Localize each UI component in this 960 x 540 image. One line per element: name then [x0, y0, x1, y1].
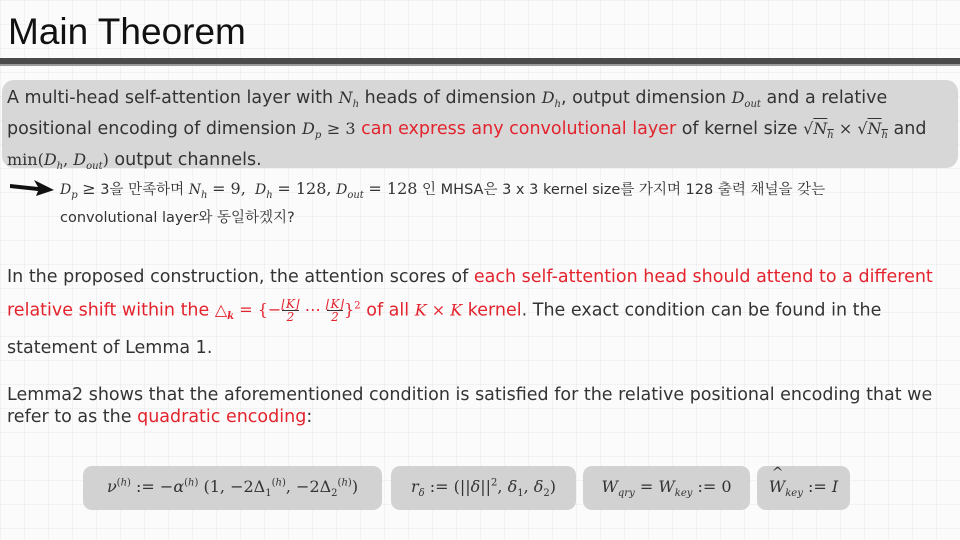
theorem-highlight: can express any convolutional layer: [361, 119, 677, 140]
equation-w: $W_{qry} = W_{key}$ := 0: [583, 466, 750, 510]
equation-what: ^ $W_{key}$ := I: [757, 466, 850, 510]
slide-title: Main Theorem: [8, 11, 246, 52]
equation-r: $r_\delta$ := ($||\delta||^2$, $\delta_1$, $\delta_2$): [391, 466, 576, 510]
theorem-statement: A multi-head self-attention layer with $N_h$ heads of dimension $D_h$, output dimension $D_{out}$ and a relative positional encoding of dimension $D_p \ge 3$ can express any convolutional layer of kernel size $√N_h \times √N_h$ and $\min(D_h$, $D_{out}$) output channels.: [7, 88, 927, 173]
title-divider: [0, 58, 960, 66]
quadratic-encoding-highlight: quadratic encoding: [137, 407, 307, 427]
korean-note: $D_p \ge 3$을 만족하며 $N_h = 9$, $D_h = 128$, $D_{out} = 128$ 인 MHSA은 3 x 3 kernel size를 가지며 128 출력 채널을 갖는 convolutional layer와 동일하겠지?: [60, 179, 826, 226]
equation-v: $\nu^{(h)}$ := $-\alpha^{(h)}$ (1, $-2\Delta_1^{(h)}$, $-2\Delta_2^{(h)}$): [83, 466, 382, 510]
arrow-icon: [8, 178, 56, 198]
lemma2-paragraph: Lemma2 shows that the aforementioned condition is satisfied for the relative positional encoding that we refer to as the quadratic encoding:: [7, 385, 933, 427]
construction-paragraph: In the proposed construction, the attention scores of each self-attention head should attend to a different relative shift within the $\triangle_k$ = {−⌊K⌋ 2 ⋯ ⌊K⌋ 2 }$^2$ of all K × K kernel. The exact condition can be found in the statement of Lemma 1.: [7, 267, 933, 358]
